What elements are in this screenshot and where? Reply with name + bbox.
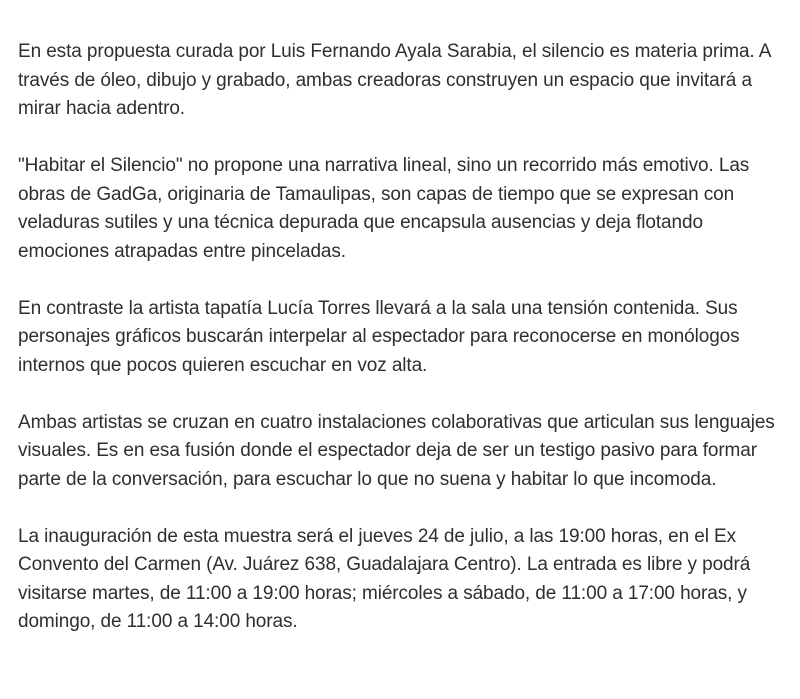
paragraph-collaborative-installations: Ambas artistas se cruzan en cuatro instalaciones colaborativas que articulan sus lenguajes visuales. Es en esa fusión donde el espectador deja de ser un testigo pasivo para formar parte de la conversación, para escuchar lo que no suena y habitar lo que incomoda. (18, 411, 775, 490)
paragraph-opening-schedule: La inauguración de esta muestra será el jueves 24 de julio, a las 19:00 horas, en el Ex Convento del Carmen (Av. Juárez 638, Guadalajara Centro). La entrada es libre y podrá visitarse martes, de 11:00 a 19:00 horas; miércoles a sábado, de 11:00 a 17:00 horas, y domingo, de 11:00 a 14:00 horas. (18, 525, 751, 632)
paragraph-curator-intro: En esta propuesta curada por Luis Fernando Ayala Sarabia, el silencio es materia prima. A través de óleo, dibujo y grabado, ambas creadoras construyen un espacio que invitará a mirar hacia adentro. (18, 41, 771, 119)
article-body (18, 38, 786, 637)
paragraph-lucia-torres: En contraste la artista tapatía Lucía Torres llevará a la sala una tensión contenida. Sus personajes gráficos buscarán interpelar al espectador para reconocerse en monólogos internos que pocos quieren escuchar en voz alta. (18, 297, 740, 376)
paragraph-gadga-works: "Habitar el Silencio" no propone una narrativa lineal, sino un recorrido más emotivo. Las obras de GadGa, originaria de Tamaulipas, son capas de tiempo que se expresan con veladuras sutiles y una técnica depurada que encapsula ausencias y deja flotando emociones atrapadas entre pinceladas. (18, 155, 750, 262)
